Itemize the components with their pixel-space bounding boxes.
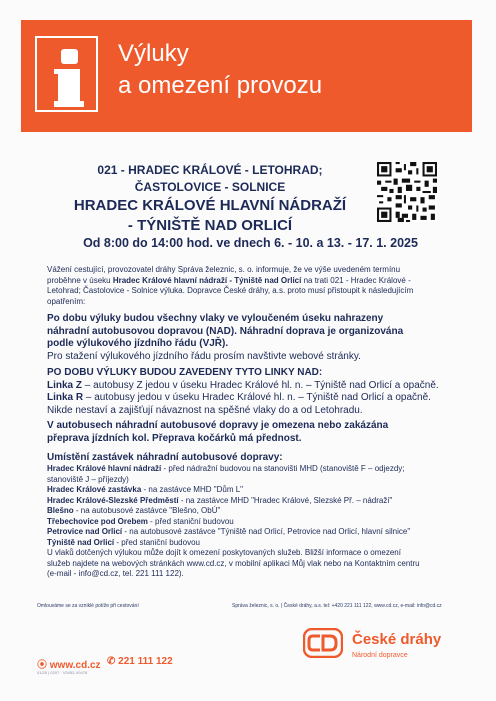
- bus-lines-title: PO DOBU VÝLUKY BUDOU ZAVEDENY TYTO LINKY NAD:: [47, 367, 323, 378]
- stops-title: Umístění zastávek náhradní autobusové dopravy:: [47, 452, 283, 463]
- globe-icon: ⦿: [37, 660, 50, 671]
- list-item: Petrovice nad Orlicí - na autobusové zastávce "Týniště nad Orlicí, Petrovice nad Orlicí, hlavní silnice": [47, 527, 411, 536]
- stops-list: [47, 452, 467, 548]
- list-item: Hradec Králové zastávka - na zastávce MHD "Dům L": [47, 485, 243, 494]
- line-heading: [60, 162, 360, 236]
- line-r: Linka R – autobusy jedou v úseku Hradec Králové hl. n. – Týniště nad Orlicí a opačně.: [47, 392, 431, 403]
- website-link[interactable]: ⦿ www.cd.cz: [37, 660, 101, 671]
- info-icon: [35, 36, 98, 112]
- phone-link[interactable]: ✆ 221 111 122: [107, 656, 173, 667]
- list-item: Týniště nad Orlicí - před staniční budovou: [47, 537, 200, 547]
- intro-paragraph: Vážení cestující, provozovatel dráhy Správa železnic, s. o. informuje, že ve výše uvedeném termínu proběhne v úseku Hradec Králové hlavní nádraží - Týniště nad Orlicí na trati 021 - Hradec Králové - Letohrad; Častolovice - Solnice výluka. Dopravce České dráhy, a.s. proto musí přistoupit k následujícím opatřením:: [47, 265, 414, 306]
- bicycle-warning: V autobusech náhradní autobusové dopravy je omezena nebo zakázána přeprava jízdních kol. Přeprava kočárků má přednost.: [47, 420, 389, 444]
- header-banner: [21, 20, 472, 132]
- cd-logo-icon: [303, 628, 343, 658]
- section-line1: HRADEC KRÁLOVÉ HLAVNÍ NÁDRAŽÍ: [73, 197, 347, 214]
- qr-code[interactable]: [377, 162, 437, 222]
- phone-icon: ✆: [107, 656, 119, 667]
- list-item: Hradec Králové-Slezské Předměstí - na zastávce MHD "Hradec Králové, Slezské Př. – nádraží": [47, 495, 393, 505]
- validity-dates: Od 8:00 do 14:00 hod. ve dnech 6. - 10. a 13. - 17. 1. 2025: [83, 236, 418, 250]
- nad-paragraph: Po dobu výluky budou všechny vlaky ve vyloučeném úseku nahrazeny náhradní autobusovou dopravou (NAD). Náhradní doprava je organizována podle výlukového jízdního řádu (VJŘ). Pro stažení výlukového jízdního řádu prosím navštivte webové stránky.: [47, 313, 404, 362]
- contacts-text: Správa železnic, s. o. | České dráhy, a.s. tel: +420 221 111 122, www.cd.cz, e-mail: info@cd.cz: [232, 603, 442, 609]
- route-line1: 021 - HRADEC KRÁLOVÉ - LETOHRAD;: [97, 163, 323, 177]
- document-id: 01/25 | 0207 · V3452-V0478: [37, 670, 88, 675]
- list-item: Třebechovice pod Orebem - před staniční budovou: [47, 516, 234, 526]
- closing-paragraph: U vlaků dotčených výlukou může dojít k omezení poskytovaných služeb. Bližší informace o omezení služeb najdete na webových stránkách www.cd.cz, v mobilní aplikaci Můj vlak nebo na Kontaktním centru (e-mail - info@cd.cz, tel. 221 111 122).: [47, 548, 420, 578]
- list-item: Hradec Králové hlavní nádraží - před nádražní budovou na stanovišti MHD (stanoviště F – odjezdy;: [47, 464, 405, 473]
- line-z: Linka Z – autobusy Z jedou v úseku Hradec Králové hl. n. – Týniště nad Orlicí a opačně.: [47, 379, 439, 391]
- bus-lines: PO DOBU VÝLUKY BUDOU ZAVEDENY TYTO LINKY NAD: Linka Z – autobusy Z jedou v úseku Hradec Králové hl. n. – Týniště nad Orlicí a opačně. Linka R – autobusy jedou v úseku Hradec Králové hl. n. – Týniště nad Orlicí a opačně. Nikde nestaví a zajišťují návaznost na spěšné vlaky do a od Letohradu.: [47, 367, 465, 417]
- banner-title: Výluky a omezení provozu: [118, 40, 323, 99]
- route-line2: ČASTOLOVICE - SOLNICE: [134, 180, 286, 194]
- list-item: stanoviště J – příjezdy): [47, 474, 129, 484]
- list-item: Blešno - na autobusové zastávce "Blešno, ObÚ": [47, 506, 221, 515]
- brand-subtitle: Národní dopravce: [352, 652, 408, 659]
- section-line2: - TÝNIŠTĚ NAD ORLICÍ: [127, 217, 293, 234]
- apology-text: Omlouváme se za vzniklé potíže při cestování: [37, 603, 139, 609]
- brand-name: České dráhy: [352, 631, 442, 648]
